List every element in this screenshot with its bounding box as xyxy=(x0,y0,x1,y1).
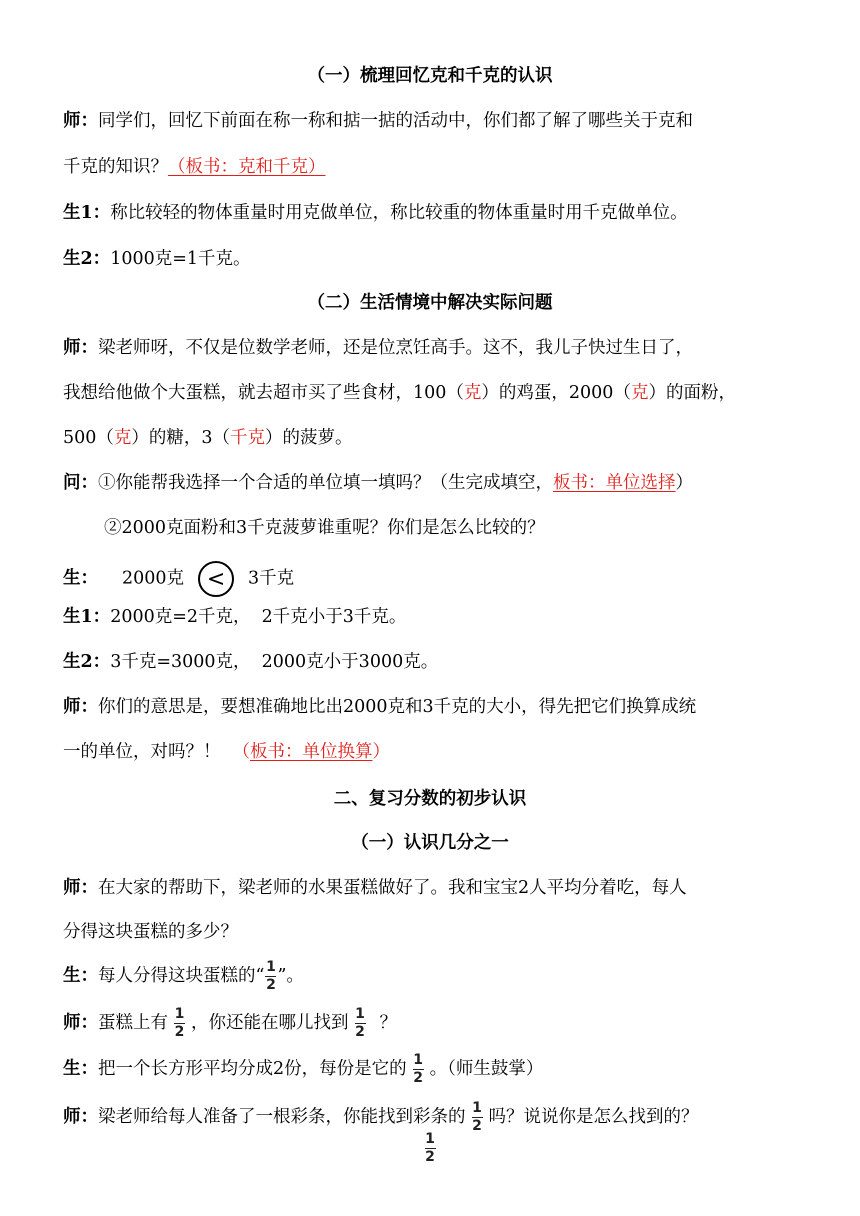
paragraph-line xyxy=(0,471,860,495)
paragraph-line xyxy=(0,109,860,133)
paragraph-text: ？ xyxy=(379,1013,397,1033)
paragraph-line xyxy=(0,247,860,271)
paragraph-line xyxy=(0,1003,860,1043)
paragraph-line xyxy=(0,381,860,405)
speaker-label: 生1： xyxy=(63,607,111,627)
paragraph-line xyxy=(0,201,860,225)
paragraph-line xyxy=(0,956,860,996)
paragraph-text: ①你能帮我选择一个合适的单位填一填吗？（生完成填空， xyxy=(98,473,553,493)
paragraph-text: ②2000克面粉和3千克菠萝谁重呢？你们是怎么比较的？ xyxy=(104,518,545,538)
speaker-label: 问： xyxy=(63,473,98,493)
paragraph-text: 在大家的帮助下，梁老师的水果蛋糕做好了。我和宝宝2人平均分着吃，每人 xyxy=(98,878,687,898)
speaker-label: 生2： xyxy=(63,249,111,269)
answer-unit: 克 xyxy=(630,383,649,403)
fraction-one-half: $\frac{1}{2}$ xyxy=(174,1006,185,1040)
fraction-one-half: $\frac{1}{2}$ xyxy=(472,1100,482,1134)
paragraph-text: 梁老师呀，不仅是位数学老师，还是位烹饪高手。这不，我儿子快过生日了， xyxy=(98,338,693,358)
board-note: 板书：单位换算 xyxy=(250,742,373,762)
paragraph-line xyxy=(0,516,860,540)
paragraph-text: 称比较轻的物体重量时用克做单位，称比较重的物体重量时用千克做单位。 xyxy=(110,203,688,223)
paragraph-line xyxy=(0,920,860,944)
paragraph-line xyxy=(0,426,860,450)
paragraph-text: ，你还能在哪儿找到 xyxy=(191,1013,349,1033)
fraction-one-half: $\frac{1}{2}$ xyxy=(425,1131,435,1165)
answer-unit: 克 xyxy=(113,428,132,448)
speaker-label: 生2： xyxy=(63,652,111,672)
section-heading: 二、复习分数的初步认识 xyxy=(333,789,527,809)
paragraph-text: ）的鸡蛋，2000（ xyxy=(481,383,631,403)
speaker-label: 师： xyxy=(63,697,98,717)
board-note-bracket: ） xyxy=(372,742,390,762)
fraction-one-half: $\frac{1}{2}$ xyxy=(266,959,276,993)
speaker-label: 生： xyxy=(63,966,98,986)
paragraph-text: 千克的知识？ xyxy=(63,157,168,177)
paragraph-line xyxy=(0,605,860,629)
paragraph-line xyxy=(0,695,860,719)
speaker-label: 生： xyxy=(63,1059,98,1079)
paragraph-text: 蛋糕上有 xyxy=(98,1013,168,1033)
paragraph-line xyxy=(0,876,860,900)
board-note: （板书：克和千克） xyxy=(168,157,326,177)
paragraph-text: 分得这块蛋糕的多少？ xyxy=(63,922,238,942)
comparison-line xyxy=(0,561,860,597)
paragraph-text: 500（ xyxy=(63,428,114,448)
paragraph-text: 。（师生鼓掌） xyxy=(429,1059,544,1079)
paragraph-text: 把一个长方形平均分成2份，每份是它的 xyxy=(98,1059,407,1079)
paragraph-text: ）的糖，3（ xyxy=(131,428,231,448)
paragraph-text: 每人分得这块蛋糕的“ xyxy=(98,966,265,986)
paragraph-line xyxy=(0,740,860,764)
paragraph-text: ）的面粉， xyxy=(648,383,736,403)
paragraph-line xyxy=(0,1049,860,1089)
paragraph-text: 同学们，回忆下前面在称一称和掂一掂的活动中，你们都了解了哪些关于克和 xyxy=(98,111,693,131)
paragraph-text: 我想给他做个大蛋糕，就去超市买了些食材，100（ xyxy=(63,383,464,403)
speaker-label: 师： xyxy=(63,1013,98,1033)
paragraph-text: ）的菠萝。 xyxy=(265,428,353,448)
speaker-label: 师： xyxy=(63,1107,98,1127)
paragraph-text: ） xyxy=(675,473,693,493)
standalone-fraction-line xyxy=(0,1132,860,1176)
paragraph-text: 梁老师给每人准备了一根彩条，你能找到彩条的 xyxy=(98,1107,466,1127)
speaker-label: 师： xyxy=(63,878,98,898)
paragraph-text: 一的单位，对吗？！ xyxy=(63,742,221,762)
section-heading: （一）认识几分之一 xyxy=(351,833,509,853)
paragraph-text: 3千克=3000克， 2000克小于3000克。 xyxy=(110,652,439,672)
fraction-one-half: $\frac{1}{2}$ xyxy=(413,1052,424,1086)
paragraph-text: 2000克=2千克， 2千克小于3千克。 xyxy=(110,607,407,627)
answer-unit: 克 xyxy=(463,383,482,403)
speaker-label: 生1： xyxy=(63,203,111,223)
paragraph-line xyxy=(0,650,860,674)
section-heading: （一）梳理回忆克和千克的认识 xyxy=(307,66,553,86)
speaker-label: 师： xyxy=(63,111,98,131)
less-than-symbol: < xyxy=(198,561,234,597)
fraction-one-half: $\frac{1}{2}$ xyxy=(355,1006,365,1040)
comparison-right: 3千克 xyxy=(248,568,295,589)
comparison-left: 2000克 xyxy=(122,568,185,589)
paragraph-text: 1000克=1千克。 xyxy=(110,249,251,269)
paragraph-line xyxy=(0,336,860,360)
section-heading: （二）生活情境中解决实际问题 xyxy=(307,293,553,313)
paragraph-line xyxy=(0,155,860,179)
board-note-bracket: （ xyxy=(232,742,250,762)
speaker-label: 师： xyxy=(63,338,98,358)
speaker-label: 生： xyxy=(63,568,98,589)
answer-unit: 千克 xyxy=(230,428,266,448)
paragraph-text: ”。 xyxy=(277,966,304,986)
paragraph-text: 吗？说说你是怎么找到的？ xyxy=(488,1107,699,1127)
board-note: 板书：单位选择 xyxy=(553,473,676,493)
paragraph-text: 你们的意思是，要想准确地比出2000克和3千克的大小，得先把它们换算成统 xyxy=(98,697,697,717)
